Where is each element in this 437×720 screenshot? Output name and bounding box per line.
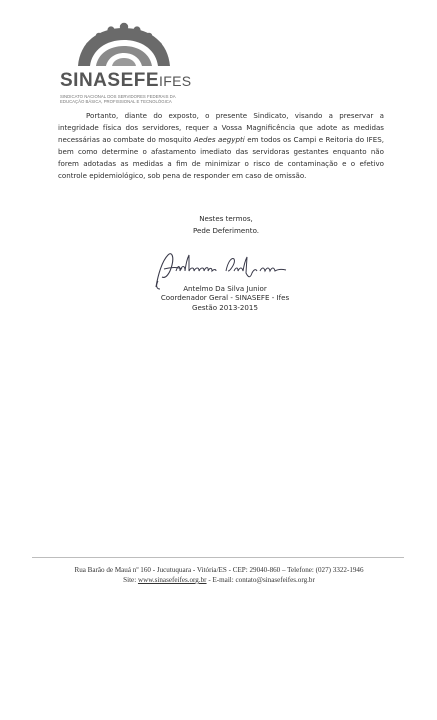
paragraph-text-start: Portanto, diante do exposto, o presente Sindicato, visando a preservar a integridade física dos servidores, requer a Vossa Magnificência que adote as medidas necessárias ao combate do mosquito [58, 111, 384, 145]
email-link[interactable]: contato@sinasefeifes.org.br [235, 576, 315, 584]
footer-address: Rua Barão de Mauá nº 160 - Jucutuquara - Vitória/ES - CEP: 29040-860 – Telefone: (027) 3322-1946 [74, 566, 364, 574]
brand-subtitle [60, 94, 200, 104]
letterhead-logo [60, 22, 190, 114]
body-paragraph [58, 110, 384, 183]
footer [30, 565, 408, 585]
arches-logo-icon [76, 22, 172, 72]
brand-main: SINASEFE [60, 70, 160, 91]
signer-term: Gestão 2013-2015 [192, 302, 258, 312]
closing-block [186, 213, 266, 237]
footer-contacts [30, 575, 408, 585]
footer-divider [32, 557, 404, 558]
site-label: Site: [123, 576, 137, 584]
signer-role: Coordenador Geral - SINASEFE - Ifes [160, 293, 290, 303]
brand-name [60, 70, 190, 92]
site-link[interactable]: www.sinasefeifes.org.br [137, 576, 207, 584]
brand-subtitle-line: SINDICATO NACIONAL DOS SERVIDORES FEDERAIS DA [60, 94, 176, 99]
brand-suffix: IFES [159, 73, 192, 89]
species-name: Aedes aegypti [193, 135, 245, 145]
signer-name: Antelmo Da Silva Junior [183, 284, 267, 293]
contact-separator: - [208, 576, 211, 584]
paragraph-text-end: em todos os Campi e Reitoria do IFES, bem como determine o afastamento imediato das servidoras gestantes enquanto não forem adotadas as medidas a fim de minimizar o risco de contaminação e o efetivo controle epidemiológico, sob pena de responder em caso de omissão. [58, 135, 384, 181]
closing-line: Pede Deferimento. [192, 226, 260, 235]
closing-line: Nestes termos, [199, 214, 253, 223]
brand-subtitle-line: EDUCAÇÃO BÁSICA, PROFISSIONAL E TECNOLÓGICA [60, 99, 172, 105]
signer-block [150, 284, 300, 312]
email-label: E-mail: [212, 576, 234, 584]
